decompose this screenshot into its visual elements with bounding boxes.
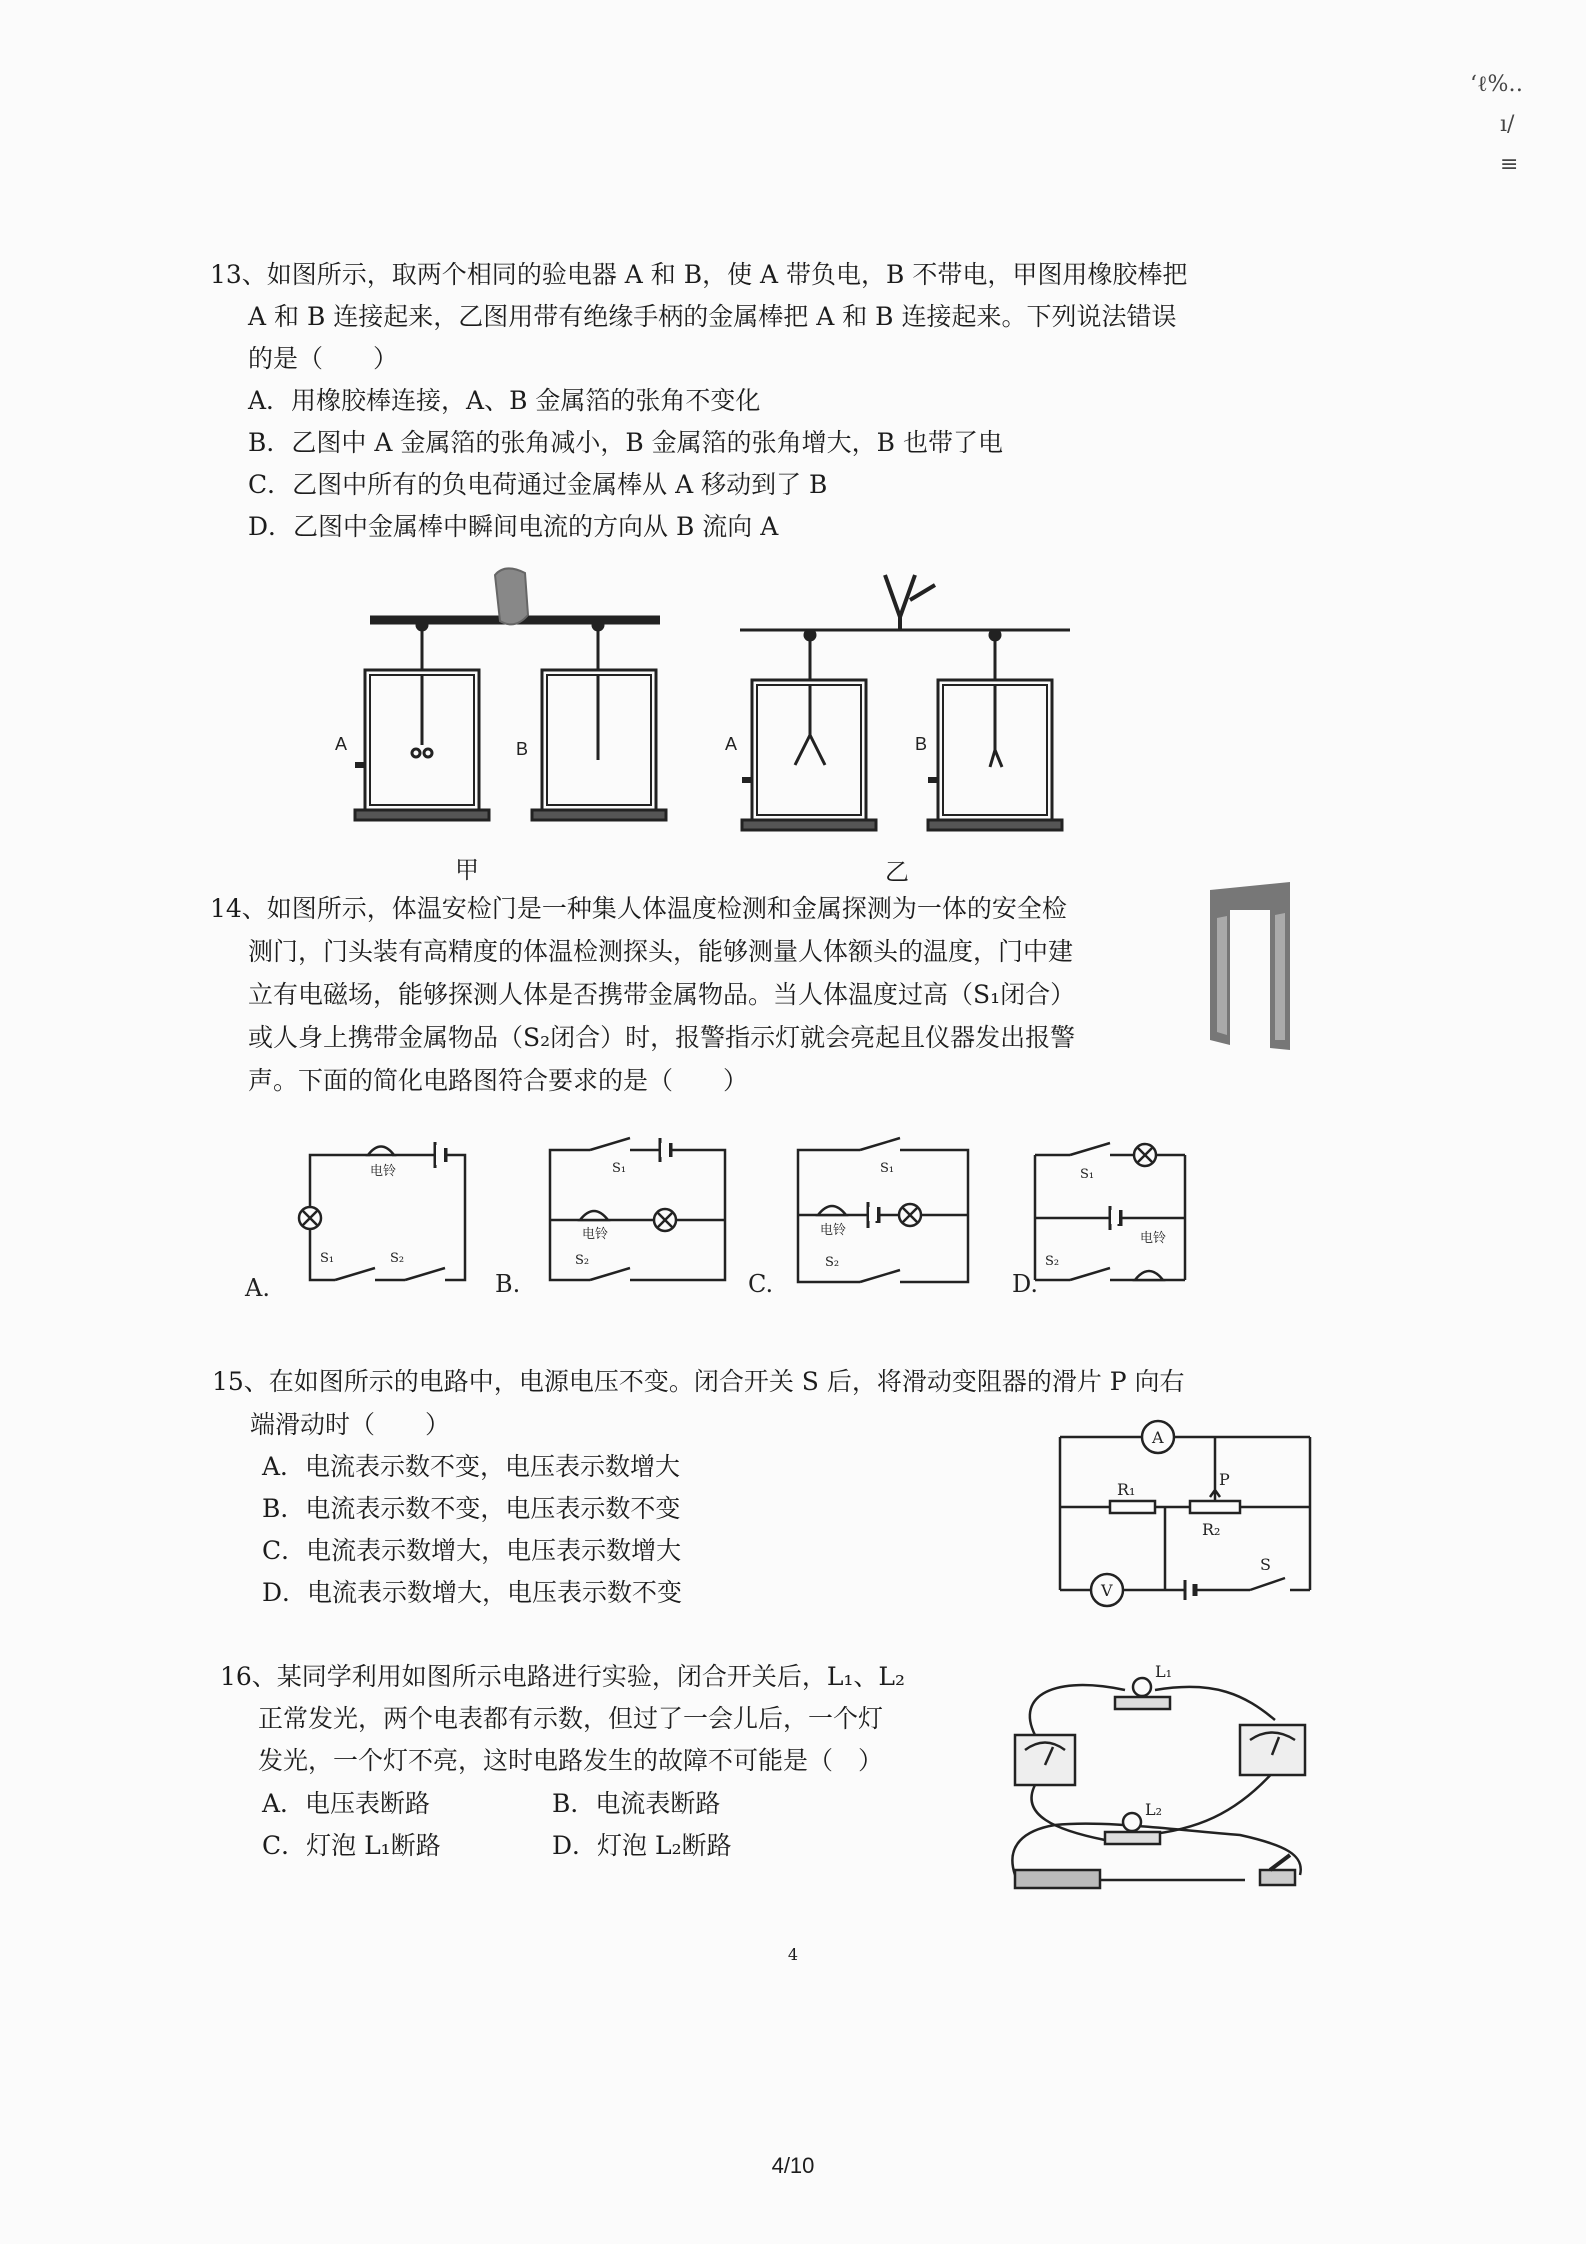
bell-label-c: 电铃 <box>820 1223 847 1238</box>
s1-label-a: S₁ <box>320 1251 335 1266</box>
q15-option-d: D．电流表示数增大，电压表示数不变 <box>262 1578 683 1607</box>
q15-line-2: 端滑动时（ ） <box>250 1410 451 1439</box>
p-label: P <box>1219 1470 1230 1489</box>
right-label-b: B <box>915 734 928 754</box>
s1-label-b: S₁ <box>612 1161 627 1176</box>
q16-option-b: B．电流表断路 <box>552 1789 721 1818</box>
voltmeter-label: V <box>1101 1581 1113 1600</box>
inner-page-number: 4 <box>787 1945 799 1964</box>
bell-label-d: 电铃 <box>1140 1231 1167 1246</box>
q15-option-c: C．电流表示数增大，电压表示数增大 <box>262 1536 682 1565</box>
left-label-b: B <box>516 739 529 759</box>
right-label-a: A <box>725 734 738 754</box>
s2-label-a: S₂ <box>390 1251 405 1266</box>
q14-line-1: 14、如图所示，体温安检门是一种集人体温度检测和金属探测为一体的安全检 <box>210 894 1067 923</box>
bell-label-a: 电铃 <box>370 1164 397 1179</box>
q14-option-d: D. <box>1012 1270 1039 1298</box>
q16-line-3: 发光，一个灯不亮，这时电路发生的故障不可能是（ ） <box>258 1746 884 1775</box>
q13-line-3: 的是（ ） <box>248 344 399 373</box>
q16-line-1: 16、某同学利用如图所示电路进行实验，闭合开关后，L₁、L₂ <box>220 1662 906 1691</box>
q14-circuits <box>240 1130 1280 1305</box>
q16-circuit <box>995 1655 1325 1895</box>
q15-option-a: A．电流表示数不变，电压表示数增大 <box>262 1452 681 1481</box>
q16-option-a: A．电压表断路 <box>262 1789 431 1818</box>
q13-line-2: A 和 B 连接起来，乙图用带有绝缘手柄的金属棒把 A 和 B 连接起来。下列说法错误 <box>248 302 1177 331</box>
q16-line-2: 正常发光，两个电表都有示数，但过了一会儿后，一个灯 <box>258 1704 884 1733</box>
q15-line-1: 15、在如图所示的电路中，电源电压不变。闭合开关 S 后，将滑动变阻器的滑片 P 向右 <box>212 1367 1185 1396</box>
q14-line-3: 立有电磁场，能够探测人体是否携带金属物品。当人体温度过高（S₁闭合） <box>248 980 1076 1009</box>
electroscope-figure <box>330 555 1090 885</box>
q16-option-d: D．灯泡 L₂断路 <box>552 1831 732 1860</box>
q13-option-b: B．乙图中 A 金属箔的张角减小，B 金属箔的张角增大，B 也带了电 <box>248 428 1003 457</box>
q13-option-d: D．乙图中金属棒中瞬间电流的方向从 B 流向 A <box>248 512 779 541</box>
left-label-a: A <box>335 734 348 754</box>
q15-option-b: B．电流表示数不变，电压表示数不变 <box>262 1494 681 1523</box>
q13-option-c: C．乙图中所有的负电荷通过金属棒从 A 移动到了 B <box>248 470 828 499</box>
s-label: S <box>1260 1555 1271 1574</box>
footer-page-indicator: 4/10 <box>771 2153 815 2178</box>
q14-option-c: C. <box>748 1270 774 1298</box>
q14-line-2: 测门，门头装有高精度的体温检测探头，能够测量人体额头的温度，门中建 <box>248 937 1074 966</box>
s2-label-b: S₂ <box>575 1253 590 1268</box>
q14-option-a: A. <box>245 1274 270 1302</box>
q14-line-4: 或人身上携带金属物品（S₂闭合）时，报警指示灯就会亮起且仪器发出报警 <box>248 1023 1076 1052</box>
q13-line-1: 13、如图所示，取两个相同的验电器 A 和 B，使 A 带负电，B 不带电，甲图用橡胶棒把 <box>210 260 1188 289</box>
ammeter-label: A <box>1152 1428 1164 1447</box>
security-gate-image <box>1205 880 1295 1050</box>
q14-option-b: B. <box>495 1270 521 1298</box>
l2-label: L₂ <box>1145 1800 1163 1819</box>
scan-marks: ‘ℓ%‥ ı/ ≡ <box>1470 72 1524 177</box>
s2-label-c: S₂ <box>825 1255 840 1270</box>
caption-jia: 甲 <box>455 856 479 884</box>
q15-circuit <box>1055 1415 1315 1600</box>
bell-label-b: 电铃 <box>582 1227 609 1242</box>
s1-label-d: S₁ <box>1080 1167 1095 1182</box>
s1-label-c: S₁ <box>880 1161 895 1176</box>
l1-label: L₁ <box>1155 1662 1173 1681</box>
q14-line-5: 声。下面的简化电路图符合要求的是（ ） <box>248 1066 749 1095</box>
q13-option-a: A．用橡胶棒连接，A、B 金属箔的张角不变化 <box>248 386 761 415</box>
caption-yi: 乙 <box>885 858 909 886</box>
r2-label: R₂ <box>1202 1520 1221 1539</box>
r1-label: R₁ <box>1117 1480 1136 1499</box>
s2-label-d: S₂ <box>1045 1254 1060 1269</box>
q16-option-c: C．灯泡 L₁断路 <box>262 1831 441 1860</box>
